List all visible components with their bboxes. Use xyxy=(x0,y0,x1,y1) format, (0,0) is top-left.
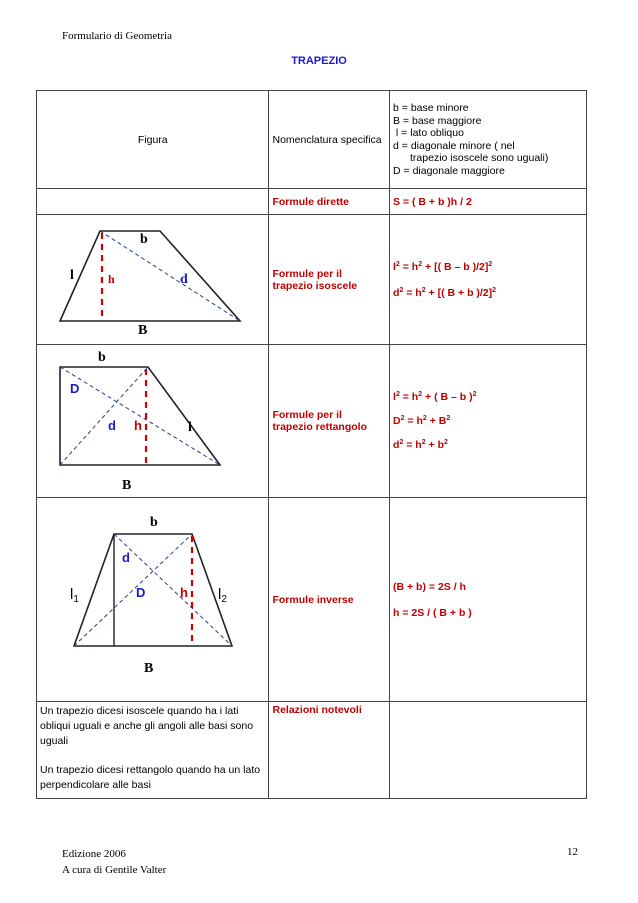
table-row xyxy=(37,345,587,498)
nomenclature-line: d = diagonale minore ( nel xyxy=(393,139,515,152)
nomenclature-line: b = base minore xyxy=(393,102,469,114)
fig3-label-h: h xyxy=(180,584,188,600)
inverse-formula-sum: (B + b) = 2S / h xyxy=(393,580,466,593)
page-number: 12 xyxy=(567,846,578,858)
fig2-label-d: d xyxy=(108,418,116,433)
fig3-label-b: b xyxy=(150,514,158,530)
fig1-label-h: h xyxy=(108,271,115,286)
fig2-label-h: h xyxy=(134,418,142,433)
formula-d-right: $d^2 = h^2 + b^2$ xyxy=(393,439,448,451)
formule-inverse-label: Formule inverse xyxy=(269,498,390,702)
isosceles-trapezoid-figure xyxy=(40,221,260,339)
nomenclature-line: l = lato obliquo xyxy=(393,127,464,139)
isosceles-label-line: trapezio isoscele xyxy=(272,279,358,292)
fig1-label-d: d xyxy=(180,271,188,287)
footer-edition: Edizione 2006 xyxy=(62,848,126,860)
footer-left xyxy=(62,846,166,878)
inverse-formula-h: h = 2S / ( B + b ) xyxy=(393,606,472,619)
table-row xyxy=(37,91,587,189)
fig2-label-D: D xyxy=(70,381,80,396)
fig1-label-l: l xyxy=(70,267,74,283)
note-right: Un trapezio dicesi rettangolo quando ha un lato perpendicolare alle basi xyxy=(40,764,261,791)
right-figure-cell xyxy=(37,345,269,498)
relazioni-notevoli-label: Relazioni notevoli xyxy=(269,702,390,799)
fig1-label-B: B xyxy=(138,322,148,338)
isosceles-formulas xyxy=(390,215,587,345)
right-label xyxy=(269,345,390,498)
figure-header-cell xyxy=(37,91,269,189)
nomenclature-line: B = base maggiore xyxy=(393,114,482,127)
formula-table xyxy=(36,90,587,799)
fig3-label-l2: $l_2$ xyxy=(218,585,227,605)
inverse-formulas xyxy=(390,498,587,702)
fig2-label-l: l xyxy=(188,420,192,435)
right-formulas xyxy=(390,345,587,498)
inverse-trapezoid-figure xyxy=(40,502,260,698)
running-header: Formulario di Geometria xyxy=(62,30,172,42)
fig3-label-d: d xyxy=(122,549,130,565)
table-row xyxy=(37,702,587,799)
table-row xyxy=(37,215,587,345)
nomenclature-list xyxy=(390,91,587,189)
fig3-label-B: B xyxy=(144,660,154,676)
isosceles-label xyxy=(269,215,390,345)
isosceles-figure-cell xyxy=(37,215,269,345)
formula-l-isosceles: $l^2 = h^2$ + [( B – b )/2]$^2$ xyxy=(393,260,493,273)
figura-label: Figura xyxy=(137,133,168,146)
empty-cell xyxy=(37,189,269,215)
fig1-label-b: b xyxy=(140,231,148,247)
table-row xyxy=(37,189,587,215)
inverse-figure-cell xyxy=(37,498,269,702)
nomenclature-label-cell xyxy=(269,91,390,189)
table-row xyxy=(37,498,587,702)
fig3-label-D: D xyxy=(136,584,146,600)
nomenclatura-label: Nomenclatura specifica xyxy=(272,133,382,146)
empty-cell xyxy=(390,702,587,799)
note-isosceles: Un trapezio dicesi isoscele quando ha i lati obliqui uguali e anche gli angoli alle basi sono uguali xyxy=(40,705,254,747)
relations-notes xyxy=(37,702,269,799)
fig3-label-l1: $l_1$ xyxy=(70,585,79,605)
formula-D-right: $D^2 = h^2 + B^2$ xyxy=(393,415,451,427)
nomenclature-line: trapezio isoscele sono uguali) xyxy=(410,152,549,164)
formula-d-isosceles: $d^2 = h^2$ + [( B + b )/2]$^2$ xyxy=(393,286,497,299)
isosceles-label-line: Formule per il xyxy=(272,267,342,280)
nomenclature-line: D = diagonale maggiore xyxy=(393,164,505,177)
right-label-line: Formule per il xyxy=(272,409,342,421)
formule-dirette-label: Formule dirette xyxy=(269,189,390,215)
right-label-line: trapezio rettangolo xyxy=(272,421,367,433)
fig2-label-B: B xyxy=(122,478,132,493)
formula-l-right: $l^2 = h^2$ + ( B – b )$^2$ xyxy=(393,391,477,403)
area-formula: S = ( B + b )h / 2 xyxy=(390,189,587,215)
right-trapezoid-figure xyxy=(40,347,260,495)
footer-author: A cura di Gentile Valter xyxy=(62,864,167,876)
page-title: TRAPEZIO xyxy=(291,55,347,67)
fig2-label-b: b xyxy=(98,350,106,365)
